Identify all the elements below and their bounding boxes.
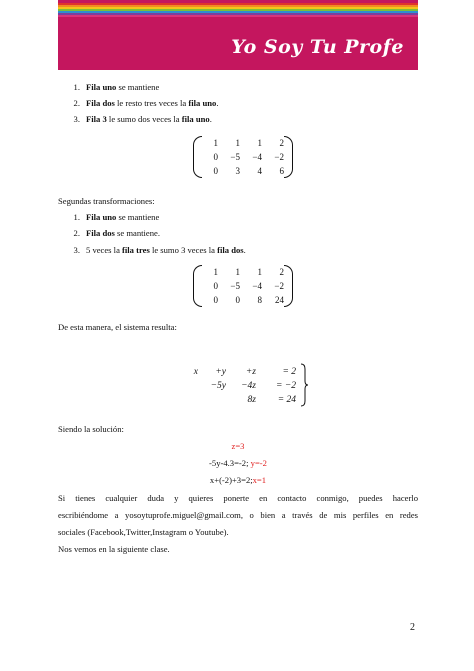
equation-term: = 24 [277,394,296,405]
list-number: 1. [73,212,80,222]
list-item [58,82,159,93]
list-bold: Fila 3 [86,114,107,124]
matrix-cell: 2 [279,137,284,148]
matrix-grid [202,136,284,178]
solution-step: x+(-2)+3=2; [209,475,253,485]
equation-term: −5y [210,380,226,391]
list-text: . [209,114,212,124]
list-bold: fila dos [217,245,244,255]
matrix-cell: 8 [257,294,262,305]
equation-term: +y [215,366,226,377]
list-bold: Fila uno [86,212,117,222]
solution-value: x=1 [252,475,267,485]
matrix-grid [202,265,284,307]
left-paren [193,265,202,307]
matrix-cell: 1 [213,266,218,277]
equation-term: −4z [241,380,256,391]
second-heading: Segundas transformaciones: [58,196,155,206]
solution-z: z=3 [231,441,245,451]
matrix-1 [193,136,293,178]
list-number: 1. [73,82,80,92]
matrix-cell: 0 [213,280,218,291]
matrix-cell: 1 [257,266,262,277]
list-text: le sumo dos veces la [106,114,182,124]
contact-paragraph-line: sociales (Facebook,Twitter,Instagram o Youtube). [58,527,229,537]
closing-text: Nos vemos en la siguiente clase. [58,544,170,554]
equation-term: x [193,366,198,377]
left-paren [193,136,202,178]
system-intro: De esta manera, el sistema resulta: [58,322,177,332]
equation-term: = 2 [282,366,296,377]
brand-logo-text: Yo Soy Tu Profe [231,36,404,58]
solution-x [58,475,418,486]
contact-paragraph-line: Si tienes cualquier duda y quieres ponerte en contacto conmigo, puedes hacerlo [58,493,418,503]
list-text: . [243,245,246,255]
matrix-cell: 3 [235,165,240,176]
list-text: . [216,98,219,108]
list-item [58,114,212,125]
matrix-cell: 0 [213,165,218,176]
rainbow-stripes [58,3,418,19]
list-bold: Fila dos [86,228,115,238]
list-text: se mantiene [116,212,160,222]
list-number: 3. [73,114,80,124]
list-bold: Fila uno [86,82,117,92]
list-text: le sumo 3 veces la [149,245,218,255]
list-text: le resto tres veces la [114,98,189,108]
list-bold: fila tres [122,245,150,255]
matrix-cell: −2 [274,280,284,291]
list-number: 2. [73,228,80,238]
equation-term: +z [245,366,256,377]
matrix-cell: −4 [252,151,262,162]
matrix-cell: −2 [274,151,284,162]
list-bold: fila uno [188,98,217,108]
equation-term: = −2 [276,380,296,391]
matrix-cell: 6 [279,165,284,176]
matrix-cell: −5 [230,151,240,162]
matrix-cell: 1 [235,137,240,148]
stripe [58,15,418,17]
solution-y [58,458,418,469]
matrix-cell: −4 [252,280,262,291]
list-number: 2. [73,98,80,108]
matrix-2 [193,265,293,307]
right-paren [284,136,293,178]
matrix-cell: 1 [257,137,262,148]
list-item [58,212,159,223]
list-bold: Fila dos [86,98,115,108]
solution-step: -5y-4.3=-2; [209,458,251,468]
equation-grid [180,365,296,407]
matrix-cell: −5 [230,280,240,291]
matrix-cell: 0 [235,294,240,305]
matrix-cell: 1 [213,137,218,148]
matrix-cell: 24 [275,294,284,305]
list-text: se mantiene [116,82,160,92]
page-number: 2 [410,622,415,633]
right-brace [300,363,308,407]
solution-value: y=-2 [250,458,267,468]
list-item [58,228,160,239]
list-text: se mantiene. [114,228,160,238]
list-item [58,98,219,109]
matrix-cell: 2 [279,266,284,277]
solution-intro: Siendo la solución: [58,424,124,434]
matrix-cell: 4 [257,165,262,176]
header-banner [58,0,418,70]
equation-term: 8z [247,394,256,405]
list-bold: fila uno [181,114,210,124]
list-text: 5 veces la [86,245,123,255]
list-number: 3. [73,245,80,255]
equation-system [180,365,296,407]
right-paren [284,265,293,307]
list-item [58,245,246,256]
matrix-cell: 1 [235,266,240,277]
matrix-cell: 0 [213,151,218,162]
matrix-cell: 0 [213,294,218,305]
contact-paragraph-line: escribiéndome a yosoytuprofe.miguel@gmail.com, o bien a través de mis perfiles en redes [58,510,418,520]
